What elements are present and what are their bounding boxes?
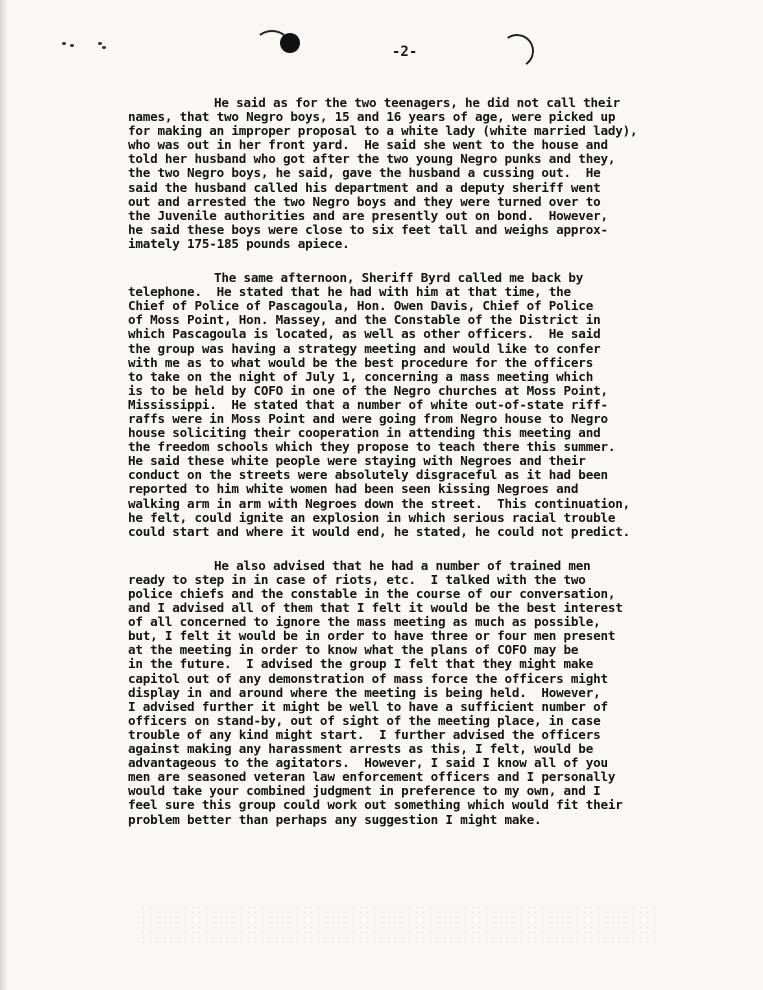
- text-line: advantageous to the agitators. However, I said I know all of you: [128, 755, 608, 771]
- text-line: but, I felt it would be in order to have three or four men present: [128, 628, 616, 644]
- paragraph-2: [128, 271, 694, 539]
- text-line: of all concerned to ignore the mass meeting as much as possible,: [128, 614, 601, 630]
- text-line: raffs were in Moss Point and were going from Negro house to Negro: [128, 410, 608, 426]
- text-line: Chief of Police of Pascagoula, Hon. Owen Davis, Chief of Police: [128, 298, 594, 314]
- scan-noise: [140, 905, 660, 945]
- text-line: conduct on the streets were absolutely disgraceful as it had been: [128, 467, 608, 483]
- punch-arc-right: [497, 31, 536, 70]
- punch-hole: [280, 33, 300, 53]
- scan-speck: [62, 42, 66, 45]
- text-line: at the meeting in order to know what the plans of COFO may be: [128, 642, 579, 658]
- text-line: display in and around where the meeting is being held. However,: [128, 684, 601, 700]
- text-line: He said as for the two teenagers, he did not call their: [214, 95, 621, 110]
- text-line: problem better than perhaps any suggestion I might make.: [128, 811, 542, 827]
- scan-edge-shadow: [0, 0, 8, 990]
- text-line: against making any harassment arrests as this, I felt, would be: [128, 741, 594, 757]
- text-line: in the future. I advised the group I felt that they might make: [128, 656, 594, 672]
- paragraph-3: [128, 559, 694, 827]
- text-line: the freedom schools which they propose to teach there this summer.: [128, 439, 616, 455]
- text-line: who was out in her front yard. He said she went to the house and: [128, 137, 608, 153]
- text-line: to take on the night of July 1, concerning a mass meeting which: [128, 368, 594, 384]
- text-line: for making an improper proposal to a white lady (white married lady),: [128, 123, 638, 139]
- text-line: he said these boys were close to six feet tall and weighs approx-: [128, 221, 608, 237]
- text-line: would take your combined judgment in preference to my own, and I: [128, 783, 601, 799]
- text-line: imately 175-185 pounds apiece.: [128, 235, 350, 251]
- text-line: is to be held by COFO in one of the Negro churches at Moss Point,: [128, 382, 608, 398]
- text-line: told her husband who got after the two young Negro punks and they,: [128, 151, 616, 167]
- text-line: house soliciting their cooperation in attending this meeting and: [128, 425, 601, 441]
- text-line: He said these white people were staying with Negroes and their: [128, 453, 586, 469]
- memo-body: [128, 96, 694, 847]
- text-line: men are seasoned veteran law enforcement officers and I personally: [128, 769, 616, 785]
- text-line: of Moss Point, Hon. Massey, and the Constable of the District in: [128, 312, 601, 328]
- text-line: feel sure this group could work out something which would fit their: [128, 797, 623, 813]
- text-line: and I advised all of them that I felt it would be the best interest: [128, 600, 623, 616]
- text-line: police chiefs and the constable in the course of our conversation,: [128, 586, 616, 601]
- text-line: could start and where it would end, he stated, he could not predict.: [128, 523, 630, 539]
- text-line: walking arm in arm with Negroes down the street. This continuation,: [128, 495, 630, 511]
- text-line: trouble of any kind might start. I further advised the officers: [128, 726, 601, 742]
- text-line: with me as to what would be the best procedure for the officers: [128, 354, 594, 370]
- text-line: telephone. He stated that he had with him at that time, the: [128, 284, 571, 300]
- text-line: which Pascagoula is located, as well as other officers. He said: [128, 326, 601, 342]
- text-line: The same afternoon, Sheriff Byrd called me back by: [214, 270, 584, 286]
- scan-speck: [70, 44, 74, 47]
- text-line: said the husband called his department and a deputy sheriff went: [128, 179, 601, 195]
- paragraph-1: [128, 96, 694, 251]
- text-line: reported to him white women had been seen kissing Negroes and: [128, 481, 579, 497]
- text-line: I advised further it might be well to have a sufficient number of: [128, 698, 608, 714]
- text-line: officers on stand-by, out of sight of the meeting place, in case: [128, 712, 601, 728]
- text-line: ready to step in in case of riots, etc. I talked with the two: [128, 571, 586, 587]
- text-line: capitol out of any demonstration of mass force the officers might: [128, 670, 608, 686]
- scan-speck: [98, 42, 102, 45]
- text-line: out and arrested the two Negro boys and they were turned over to: [128, 193, 601, 209]
- scan-speck: [102, 46, 106, 49]
- text-line: He also advised that he had a number of trained men: [214, 557, 591, 573]
- text-line: names, that two Negro boys, 15 and 16 years of age, were picked up: [128, 109, 616, 125]
- text-line: the two Negro boys, he said, gave the husband a cussing out. He: [128, 165, 601, 181]
- text-line: Mississippi. He stated that a number of white out-of-state riff-: [128, 396, 608, 412]
- text-line: he felt, could ignite an explosion in which serious racial trouble: [128, 509, 616, 525]
- text-line: the Juvenile authorities and are presently out on bond. However,: [128, 207, 608, 223]
- text-line: the group was having a strategy meeting and would like to confer: [128, 340, 601, 356]
- page-number: -2-: [392, 44, 418, 60]
